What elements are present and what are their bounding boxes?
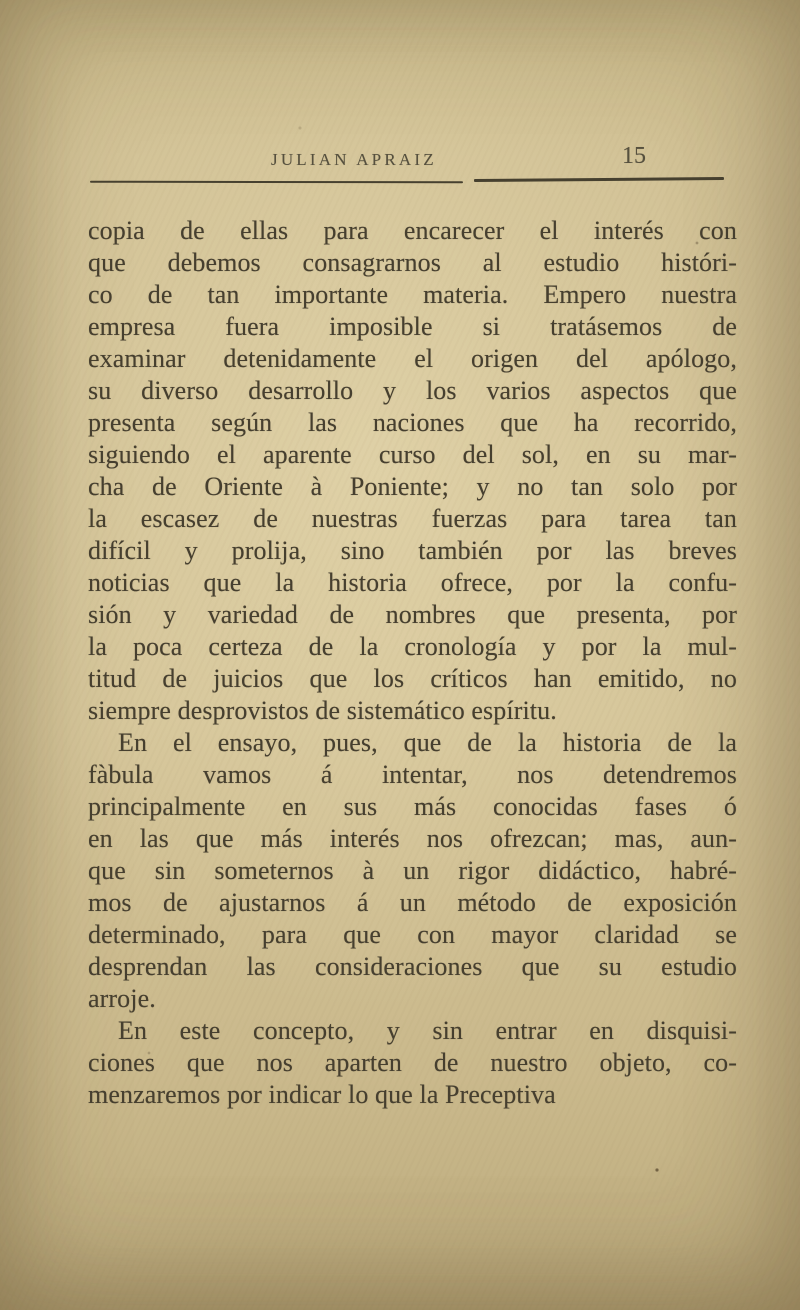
text-line: examinar detenidamente el origen del apólogo, [88,344,737,373]
text-line: copia de ellas para encarecer el interés con [88,216,737,245]
page-number: 15 [622,143,646,169]
text-line: que sin someternos à un rigor didáctico, habré- [88,856,737,885]
text-line: ciones que nos aparten de nuestro objeto, co- [88,1048,737,1077]
text-line: en las que más interés nos ofrezcan; mas, aun- [88,824,737,853]
text-line: En el ensayo, pues, que de la historia de la [118,728,737,757]
text-line: mos de ajustarnos á un método de exposición [88,888,737,917]
text-line: menzaremos por indicar lo que la Preceptiva [88,1080,556,1109]
text-line: En este concepto, y sin entrar en disquisi- [118,1016,737,1045]
text-line: determinado, para que con mayor claridad se [88,920,737,949]
text-line: desprendan las consideraciones que su estudio [88,952,737,981]
text-line: cha de Oriente à Poniente; y no tan solo por [88,472,737,501]
text-line: titud de juicios que los críticos han emitido, no [88,664,737,693]
text-line: siempre desprovistos de sistemático espíritu. [88,696,557,725]
text-line: difícil y prolija, sino también por las breves [88,536,737,565]
header-rule-left-segment [90,181,463,184]
text-line: empresa fuera imposible si tratásemos de [88,312,737,341]
text-line: sión y variedad de nombres que presenta, por [88,600,737,629]
body-text [88,215,737,1111]
running-title: JULIAN APRAIZ [271,150,437,169]
text-line: la poca certeza de la cronología y por la mul- [88,632,737,661]
text-line: co de tan importante materia. Empero nuestra [88,280,737,309]
text-line: fàbula vamos á intentar, nos detendremos [88,760,737,789]
text-line: la escasez de nuestras fuerzas para tarea tan [88,504,737,533]
text-line: principalmente en sus más conocidas fases ó [88,792,737,821]
text-line: arroje. [88,984,156,1013]
text-line: su diverso desarrollo y los varios aspectos que [88,376,737,405]
header-rule-right-segment [474,177,724,181]
text-line: noticias que la historia ofrece, por la confu- [88,568,737,597]
text-line: siguiendo el aparente curso del sol, en su mar- [88,440,737,469]
text-line: presenta según las naciones que ha recorrido, [88,408,737,437]
text-line: que debemos consagrarnos al estudio históri- [88,248,737,277]
